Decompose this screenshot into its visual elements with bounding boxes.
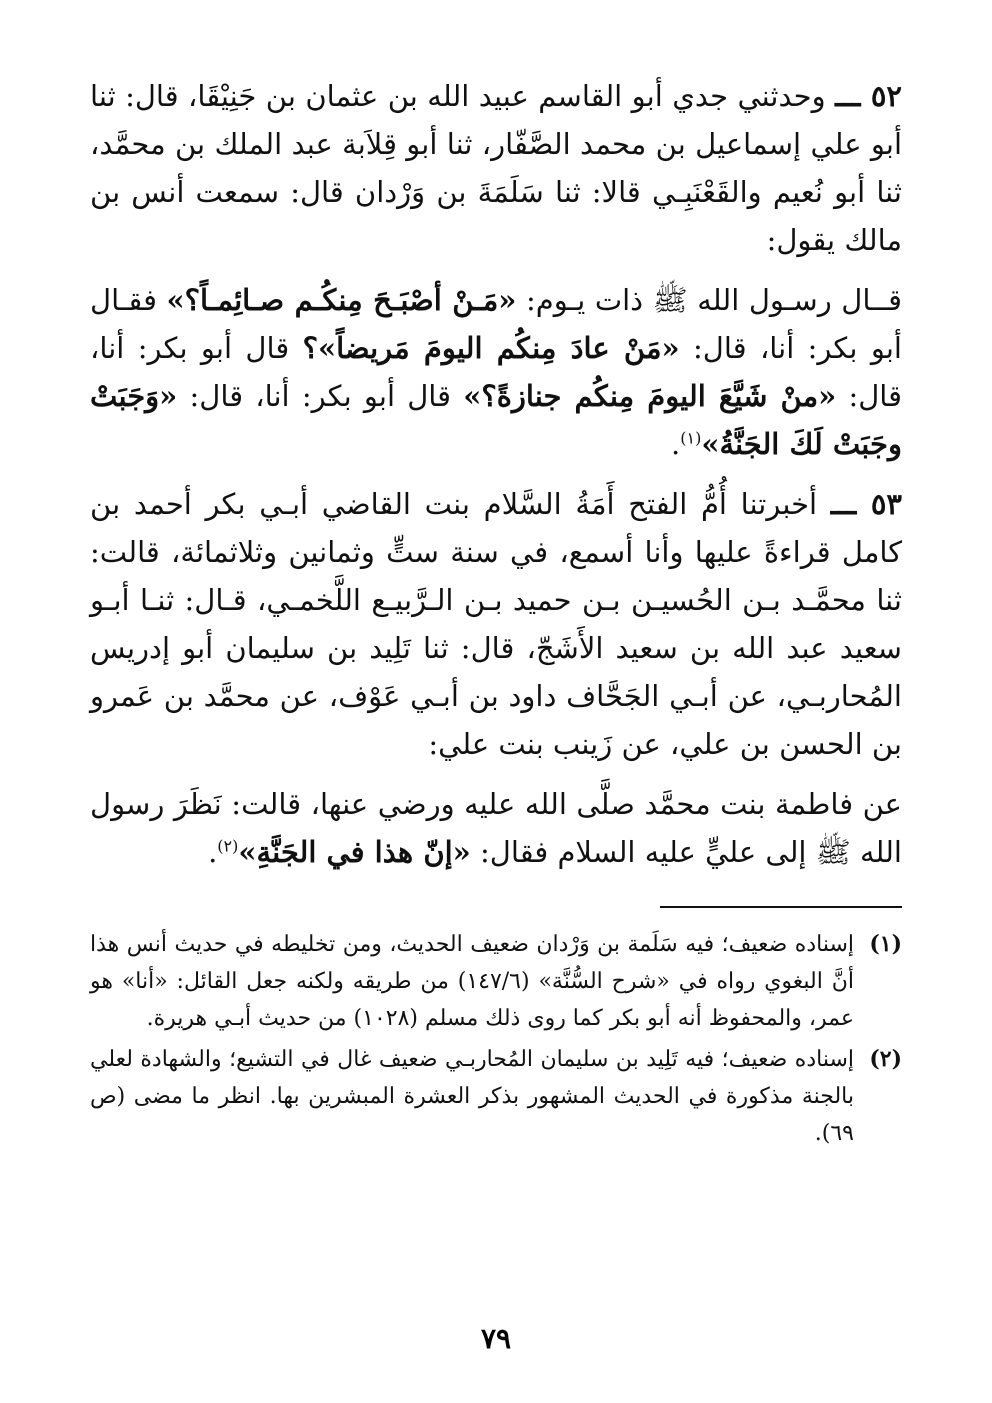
period: .	[671, 427, 681, 461]
footnote	[90, 1041, 902, 1152]
isnad-text: أخبرتنا أُمُّ الفتح أَمَةُ السَّلام بنت القاضي أبـي بكر أحمد بن كامل قراءةً عليها وأنا أسمع، في سنة ستٍّ وثمانين وثلاثمائة، قالت: ثنا محمَّـد بـن الحُسيـن بـن حميد بـن الـرَّبيـع اللَّخمـي، قـال: ثنـا أبـو سعيد عبد الله بن سعيد الأَشَجّ، قال: ثنا تَلِيد بن سليمان أبو إدريس المُحاربـي، عن أبـي الجَحَّاف داود بن أبـي عَوْف، عن محمَّد بن عَمرو بن الحسن بن علي، عن زَينب بنت علي:	[90, 487, 902, 761]
prophet-quote: «وَجَبَتْ وجَبَتْ لَكَ الجَنَّةُ»	[90, 379, 902, 461]
hadith-53-matn	[90, 780, 902, 876]
main-text	[90, 72, 902, 876]
hadith-number: ٥٣ ـــ	[830, 487, 903, 521]
prophet-quote: «مَـنْ أصْبَـحَ مِنكُـم صـائِمـاً؟»	[166, 283, 517, 317]
matn-text: قال أبو بكر: أنا، قال:	[90, 331, 902, 413]
footnote-text: إسناده ضعيف؛ فيه تَلِيد بن سليمان المُحاربـي ضعيف غال في التشيع؛ والشهادة لعلي بالجنة مذكورة في الحديث المشهور بذكر العشرة المبشرين بها. انظر ما مضى (ص ٦٩).	[90, 1047, 854, 1146]
hadith-53-isnad	[90, 480, 902, 768]
hadith-52-isnad	[90, 72, 902, 264]
footnote-divider	[660, 906, 902, 908]
hadith-52-matn	[90, 276, 902, 468]
prophet-quote: «منْ شَيَّعَ اليومَ مِنكُم جنازةً؟»	[463, 379, 837, 413]
footnote-number: (٢)	[869, 1046, 902, 1072]
period: .	[208, 835, 218, 869]
footnote-text: إسناده ضعيف؛ فيه سَلَمة بن وَرْدان ضعيف الحديث، ومن تخليطه في حديث أنس هذا أنَّ البغوي رواه في «شرح السُّنَّة» (١٤٧/٦) من طريقه ولكنه جعل القائل: «أنا» هو عمر، والمحفوظ أنه أبو بكر كما روى ذلك مسلم (١٠٢٨) من حديث أبـي هريرة.	[90, 932, 855, 1031]
page-number: ٧٩	[480, 1322, 512, 1355]
footnotes	[90, 926, 902, 1152]
prophet-quote: «مَنْ عادَ مِنكُم اليومَ مَريضاً»؟	[302, 331, 680, 365]
hadith-number: ٥٢ ـــ	[835, 79, 903, 113]
matn-text: فقـال أبو بكر: أنا، قال:	[90, 283, 902, 365]
footnote-ref[interactable]: (١)	[680, 428, 702, 448]
isnad-text: وحدثني جدي أبو القاسم عبيد الله بن عثمان بن جَنِيْقَا، قال: ثنا أبو علي إسماعيل بن محمد الصَّفّار، ثنا أبو قِلاَبة عبد الملك بن محمَّد، ثنا أبو نُعيم والقَعْنَبِـي قالا: ثنا سَلَمَةَ بن وَرْدان قال: سمعت أنس بن مالك يقول:	[90, 79, 902, 257]
matn-text: قال أبو بكر: أنا، قال:	[177, 379, 464, 413]
footnote-ref[interactable]: (٢)	[217, 836, 239, 856]
matn-text: قــال رسـول الله ﷺ ذات يـوم:	[516, 283, 903, 317]
footnote	[90, 926, 902, 1037]
footnote-number: (١)	[869, 931, 902, 957]
prophet-quote: «إنّ هذا في الجَنَّةِ»	[238, 835, 471, 869]
matn-text: عن فاطمة بنت محمَّد صلَّى الله عليه ورضي عنها، قالت: نَظَرَ رسول الله ﷺ إلى عليٍّ عليه السلام فقال:	[90, 787, 902, 869]
